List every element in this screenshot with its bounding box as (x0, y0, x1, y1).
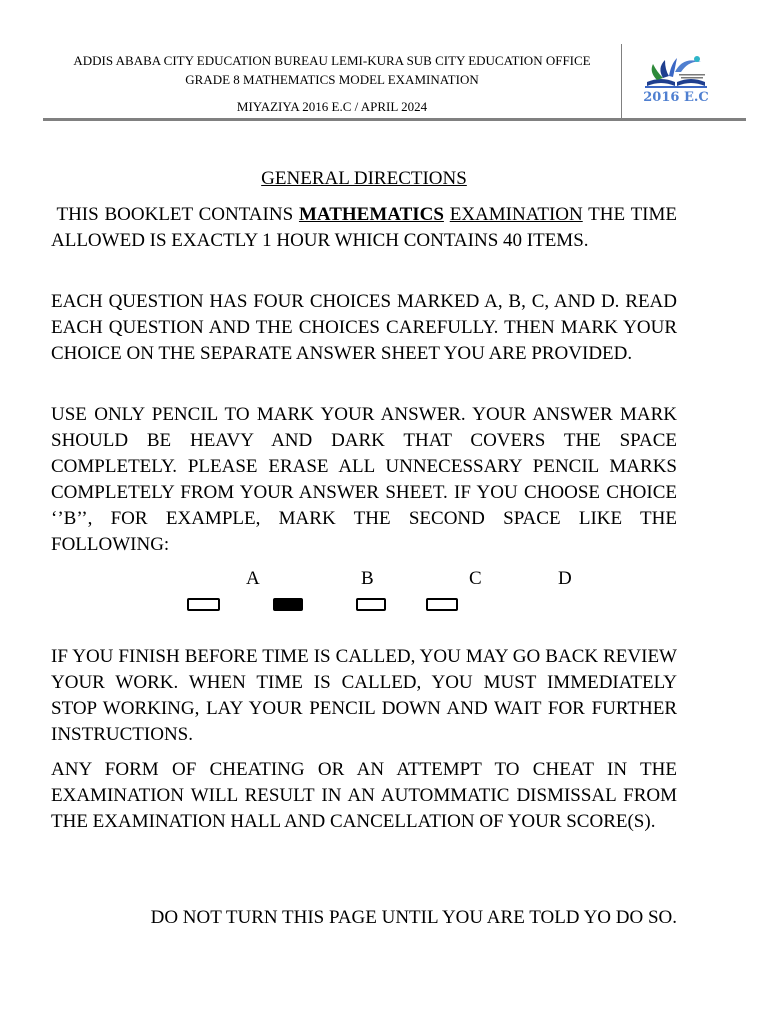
header-divider (621, 44, 622, 118)
logo-year-label: 2016 E.C (643, 90, 709, 105)
page-title: GENERAL DIRECTIONS (261, 168, 467, 189)
header-date-line: MIYAZIYA 2016 E.C / APRIL 2024 (236, 99, 428, 114)
education-bureau-logo (635, 50, 717, 112)
document-header (43, 44, 746, 121)
choice-letter-c: C (469, 568, 482, 589)
subject-name: MATHEMATICS (298, 204, 444, 225)
examination-word: EXAMINATION (449, 204, 583, 225)
booklet-rest-text: THE TIME ALLOWED IS EXACTLY 1 HOUR WHICH CONTAINS 40 ITEMS. (51, 204, 678, 251)
do-not-turn-notice: DO NOT TURN THIS PAGE UNTIL YOU ARE TOLD YO DO SO. (150, 907, 677, 928)
direction-choices: EACH QUESTION HAS FOUR CHOICES MARKED A, B, C, AND D. READ EACH QUESTION AND THE CHOICES CAREFULLY. THEN MARK YOUR CHOICE ON THE SEPARATE ANSWER SHEET YOU ARE PROVIDED. (51, 291, 677, 364)
choice-box-b (273, 598, 303, 611)
choice-box-d (426, 598, 458, 611)
booklet-lead-text: THIS BOOKLET CONTAINS (51, 204, 299, 225)
direction-booklet-contents (51, 202, 677, 254)
choice-letter-b: B (361, 568, 374, 589)
choice-letter-a: A (246, 568, 260, 589)
header-exam-line: GRADE 8 MATHEMATICS MODEL EXAMINATION (185, 72, 479, 87)
direction-pencil-marking: USE ONLY PENCIL TO MARK YOUR ANSWER. YOUR ANSWER MARK SHOULD BE HEAVY AND DARK THAT COVERS THE SPACE COMPLETELY. PLEASE ERASE ALL UNNECESSARY PENCIL MARKS COMPLETELY FROM YOUR ANSWER SHEET. IF YOU CHOOSE CHOICE ‘’B’’, FOR EXAMPLE, MARK THE SECOND SPACE LIKE THE FOLLOWING: (51, 404, 677, 555)
direction-cheating: ANY FORM OF CHEATING OR AN ATTEMPT TO CHEAT IN THE EXAMINATION WILL RESULT IN AN AUTOMMATIC DISMISSAL FROM THE EXAMINATION HALL AND CANCELLATION OF YOUR SCORE(S). (51, 759, 677, 832)
choice-letter-d: D (558, 568, 572, 589)
header-office-line: ADDIS ABABA CITY EDUCATION BUREAU LEMI-KURA SUB CITY EDUCATION OFFICE (73, 53, 591, 68)
header-text (43, 51, 621, 116)
choice-box-c (356, 598, 386, 611)
direction-finishing: IF YOU FINISH BEFORE TIME IS CALLED, YOU MAY GO BACK REVIEW YOUR WORK. WHEN TIME IS CALLED, YOU MUST IMMEDIATELY STOP WORKING, LAY YOUR PENCIL DOWN AND WAIT FOR FURTHER INSTRUCTIONS. (51, 646, 677, 745)
book-logo-icon (635, 50, 717, 92)
choice-box-a (187, 598, 220, 611)
